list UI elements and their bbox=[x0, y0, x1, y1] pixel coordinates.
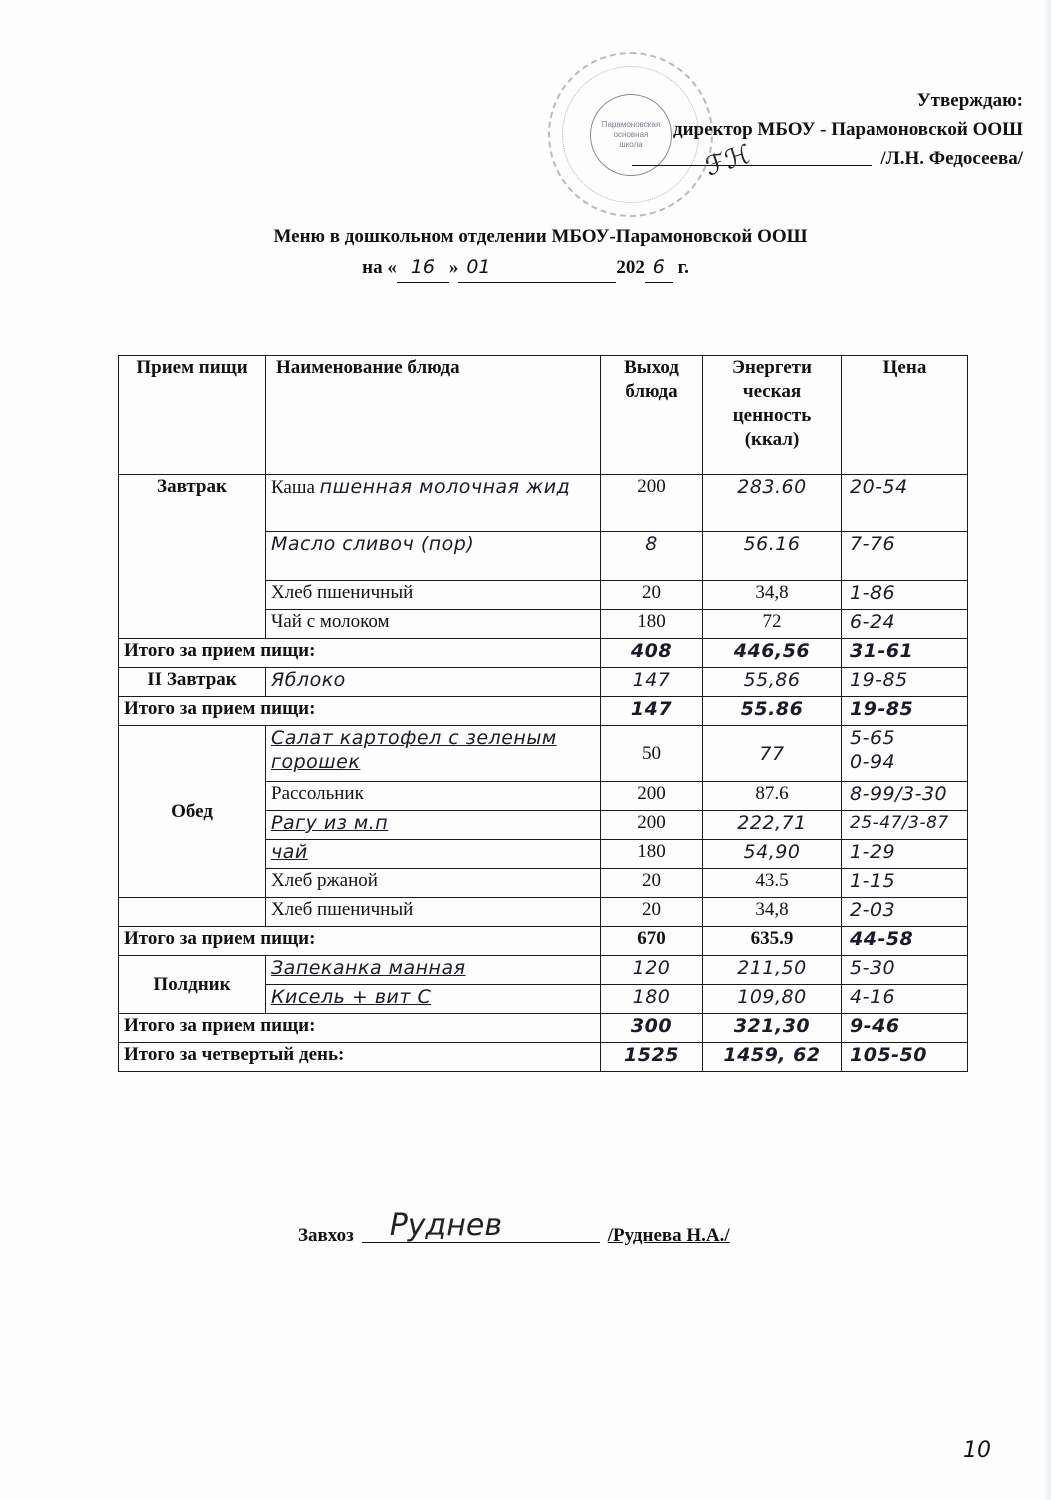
day-total-energy: 1459, 62 bbox=[703, 1043, 842, 1072]
day-total-yield: 1525 bbox=[601, 1043, 703, 1072]
total-row bbox=[119, 927, 968, 956]
price-cell: 8-99/3-30 bbox=[842, 782, 968, 811]
total-price: 19-85 bbox=[842, 697, 968, 726]
dish-cell: Запеканка манная bbox=[266, 956, 601, 985]
total-label: Итого за прием пищи: bbox=[119, 1014, 601, 1043]
price-cell: 1-86 bbox=[842, 581, 968, 610]
energy-cell: 109,80 bbox=[703, 985, 842, 1014]
day-total-label: Итого за четвертый день: bbox=[119, 1043, 601, 1072]
date-year-suffix: г. bbox=[672, 257, 689, 278]
dish-handwritten: пшенная молочная жид bbox=[319, 476, 571, 498]
dish-cell bbox=[266, 475, 601, 532]
storekeeper-role: Завхоз bbox=[298, 1225, 354, 1246]
date-month: 01 bbox=[458, 252, 616, 283]
yield-cell: 20 bbox=[601, 869, 703, 898]
yield-cell: 180 bbox=[601, 840, 703, 869]
total-yield: 300 bbox=[601, 1014, 703, 1043]
menu-table bbox=[118, 355, 968, 1072]
total-row bbox=[119, 697, 968, 726]
total-row bbox=[119, 639, 968, 668]
approval-heading: Утверждаю: bbox=[916, 90, 1023, 111]
yield-cell: 20 bbox=[601, 898, 703, 927]
header-yield: Выход блюда bbox=[601, 356, 703, 475]
total-row bbox=[119, 1014, 968, 1043]
date-year-digit: 6 bbox=[645, 252, 673, 283]
meal-lunch: Обед bbox=[119, 726, 266, 898]
total-energy: 55.86 bbox=[703, 697, 842, 726]
yield-cell: 200 bbox=[601, 811, 703, 840]
yield-cell: 180 bbox=[601, 610, 703, 639]
yield-cell: 20 bbox=[601, 581, 703, 610]
document-title bbox=[0, 222, 1051, 283]
price-cell: 6-24 bbox=[842, 610, 968, 639]
approval-signer: /Л.Н. Федосеева/ bbox=[880, 148, 1023, 169]
meal-snack: Полдник bbox=[119, 956, 266, 1014]
yield-cell: 50 bbox=[601, 726, 703, 782]
price-cell bbox=[842, 726, 968, 782]
energy-cell: 87.6 bbox=[703, 782, 842, 811]
energy-cell: 34,8 bbox=[703, 581, 842, 610]
price-cell: 2-03 bbox=[842, 898, 968, 927]
stamp-line: школа bbox=[619, 140, 643, 149]
energy-cell: 72 bbox=[703, 610, 842, 639]
stamp-line: основная bbox=[613, 130, 649, 139]
dish-cell: чай bbox=[266, 840, 601, 869]
energy-cell: 34,8 bbox=[703, 898, 842, 927]
stamp-line: Парамоновская bbox=[601, 120, 661, 129]
total-price: 9-46 bbox=[842, 1014, 968, 1043]
yield-cell: 200 bbox=[601, 782, 703, 811]
total-yield: 670 bbox=[601, 927, 703, 956]
price-value: 5-65 bbox=[850, 727, 896, 749]
energy-cell: 54,90 bbox=[703, 840, 842, 869]
total-price: 44-58 bbox=[842, 927, 968, 956]
energy-cell: 55,86 bbox=[703, 668, 842, 697]
price-cell: 1-15 bbox=[842, 869, 968, 898]
title-date bbox=[0, 252, 1051, 283]
table-row bbox=[119, 956, 968, 985]
yield-cell: 120 bbox=[601, 956, 703, 985]
storekeeper-name: /Руднева Н.А./ bbox=[607, 1225, 730, 1246]
yield-cell: 8 bbox=[601, 532, 703, 581]
total-energy: 321,30 bbox=[703, 1014, 842, 1043]
price-cell: 7-76 bbox=[842, 532, 968, 581]
energy-cell: 56.16 bbox=[703, 532, 842, 581]
day-total-row bbox=[119, 1043, 968, 1072]
price-cell: 5-30 bbox=[842, 956, 968, 985]
energy-cell: 283.60 bbox=[703, 475, 842, 532]
total-energy: 446,56 bbox=[703, 639, 842, 668]
total-price: 31-61 bbox=[842, 639, 968, 668]
table-header-row bbox=[119, 356, 968, 475]
dish-cell: Чай с молоком bbox=[266, 610, 601, 639]
yield-cell: 200 bbox=[601, 475, 703, 532]
header-energy: Энергети ческая ценность (ккал) bbox=[703, 356, 842, 475]
dish-printed: Каша bbox=[271, 477, 320, 498]
signature-blank bbox=[362, 1208, 600, 1243]
price-value-2: 0-94 bbox=[850, 751, 896, 773]
total-yield: 147 bbox=[601, 697, 703, 726]
total-label: Итого за прием пищи: bbox=[119, 927, 601, 956]
table-row bbox=[119, 475, 968, 532]
price-cell: 25-47/3-87 bbox=[842, 811, 968, 840]
dish-cell: Хлеб ржаной bbox=[266, 869, 601, 898]
dish-cell: Салат картофел с зеленым горошек bbox=[266, 726, 601, 782]
total-label: Итого за прием пищи: bbox=[119, 639, 601, 668]
header-price: Цена bbox=[842, 356, 968, 475]
day-total-price: 105-50 bbox=[842, 1043, 968, 1072]
yield-cell: 147 bbox=[601, 668, 703, 697]
dish-cell: Хлеб пшеничный bbox=[266, 581, 601, 610]
dish-cell: Кисель + вит С bbox=[266, 985, 601, 1014]
date-prefix: на « bbox=[362, 257, 397, 278]
yield-cell: 180 bbox=[601, 985, 703, 1014]
price-cell: 19-85 bbox=[842, 668, 968, 697]
dish-cell: Рассольник bbox=[266, 782, 601, 811]
table-row bbox=[119, 726, 968, 782]
total-label: Итого за прием пищи: bbox=[119, 697, 601, 726]
table-row bbox=[119, 898, 968, 927]
price-cell: 1-29 bbox=[842, 840, 968, 869]
page-number: 10 bbox=[963, 1438, 991, 1463]
energy-cell: 77 bbox=[703, 726, 842, 782]
approval-block bbox=[632, 86, 1023, 173]
table-row bbox=[119, 668, 968, 697]
date-day: 16 bbox=[397, 252, 449, 283]
date-year-prefix: 202 bbox=[616, 257, 645, 278]
dish-cell: Яблоко bbox=[266, 668, 601, 697]
price-cell: 4-16 bbox=[842, 985, 968, 1014]
storekeeper-signature: Руднев bbox=[389, 1208, 503, 1243]
energy-cell: 222,71 bbox=[703, 811, 842, 840]
dish-cell: Рагу из м.п bbox=[266, 811, 601, 840]
energy-cell: 211,50 bbox=[703, 956, 842, 985]
approval-signature-line bbox=[632, 144, 1023, 173]
storekeeper-signature-block bbox=[298, 1208, 730, 1247]
price-cell: 20-54 bbox=[842, 475, 968, 532]
title-line: Меню в дошкольном отделении МБОУ-Парамоновской ООШ bbox=[273, 226, 808, 247]
date-day-suffix: » bbox=[448, 257, 459, 278]
energy-cell: 43.5 bbox=[703, 869, 842, 898]
total-energy: 635.9 bbox=[703, 927, 842, 956]
total-yield: 408 bbox=[601, 639, 703, 668]
approval-position: директор МБОУ - Парамоновской ООШ bbox=[672, 119, 1023, 140]
director-signature: ℱℋ bbox=[701, 139, 755, 183]
dish-cell: Масло сливоч (пор) bbox=[266, 532, 601, 581]
header-meal: Прием пищи bbox=[119, 356, 266, 475]
meal-second-breakfast: II Завтрак bbox=[119, 668, 266, 697]
dish-cell: Хлеб пшеничный bbox=[266, 898, 601, 927]
empty-meal-cell bbox=[119, 898, 266, 927]
meal-breakfast: Завтрак bbox=[119, 475, 266, 639]
header-dish: Наименование блюда bbox=[266, 356, 601, 475]
